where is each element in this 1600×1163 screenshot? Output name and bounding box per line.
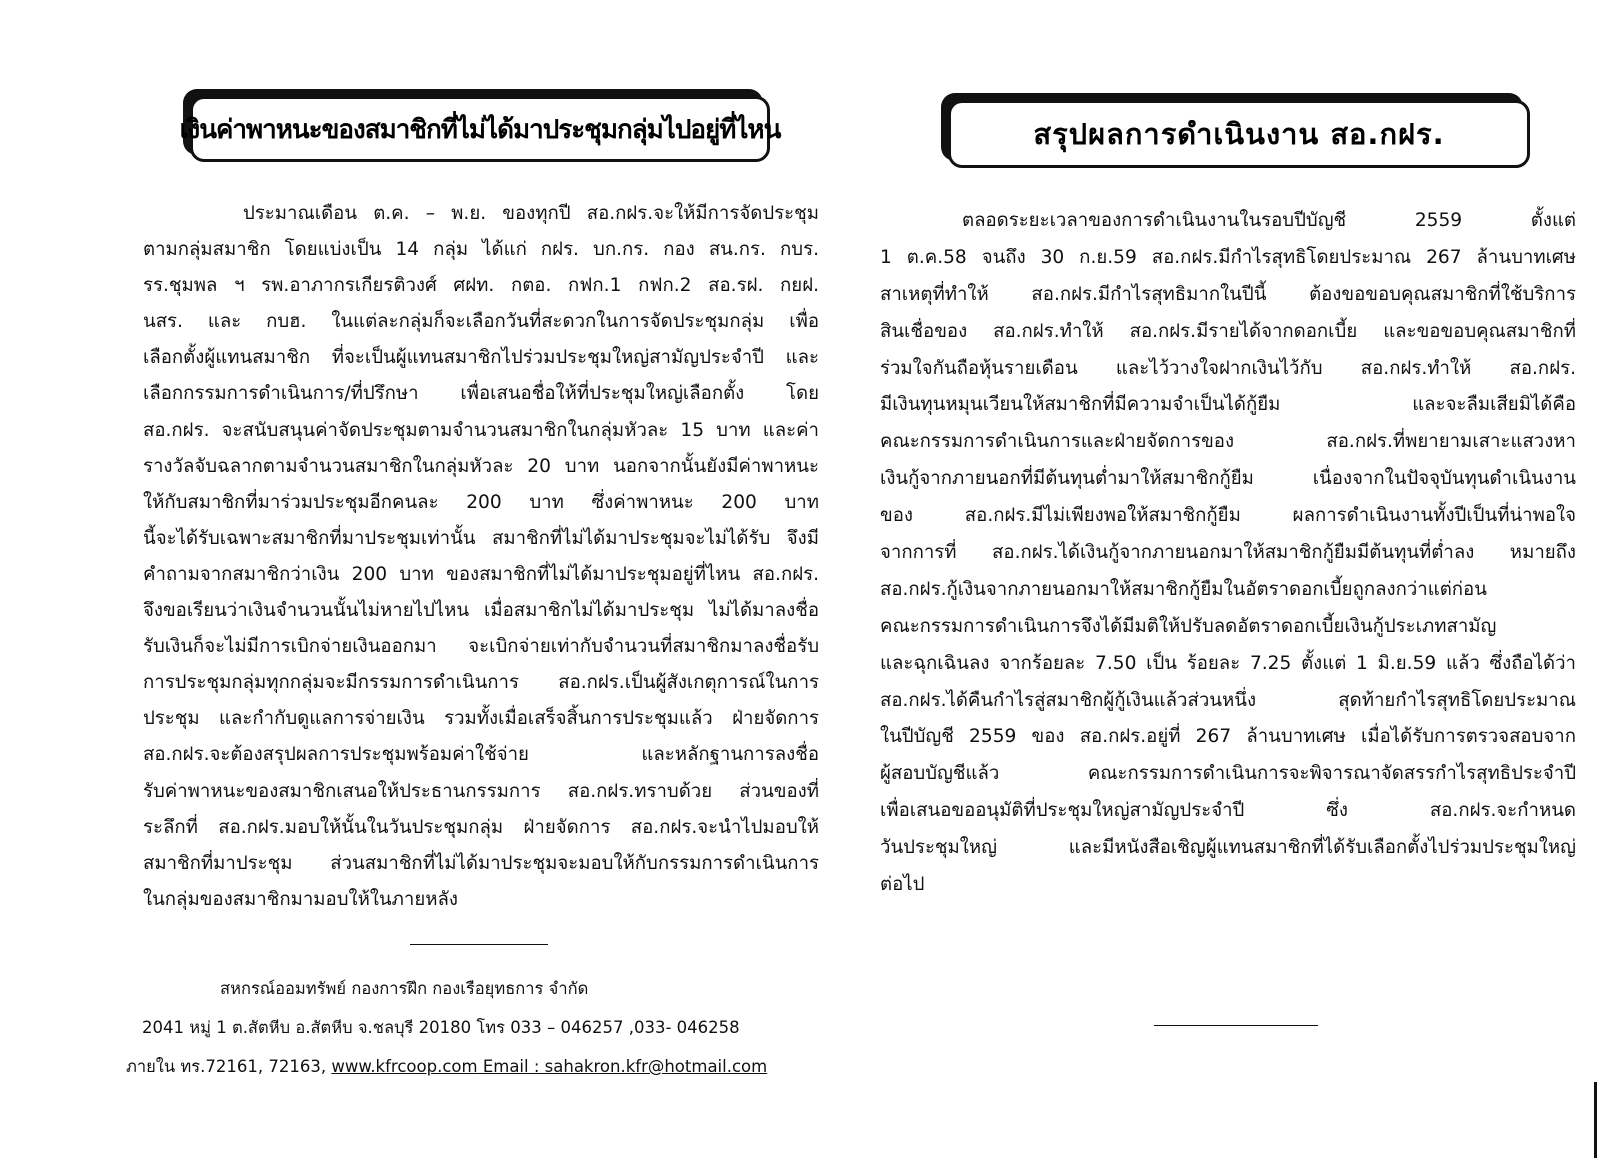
paragraph-line: ร่วมใจกันถือหุ้นรายเดือน และไว้วางใจฝากเงินไว้กับ สอ.กฝร.ทำให้ สอ.กฝร. bbox=[880, 357, 1576, 379]
paragraph-line: คำถามจากสมาชิกว่าเงิน 200 บาท ของสมาชิกที่ไม่ได้มาประชุมอยู่ที่ไหน สอ.กฝร. bbox=[143, 563, 819, 585]
paragraph-line: ให้กับสมาชิกที่มาร่วมประชุมอีกคนละ 200 บาท ซึ่งค่าพาหนะ 200 บาท bbox=[143, 491, 819, 513]
paragraph-line: ตลอดระยะเวลาของการดำเนินงานในรอบปีบัญชี 2559 ตั้งแต่ bbox=[962, 210, 1576, 231]
paragraph-line: สินเชื่อของ สอ.กฝร.ทำให้ สอ.กฝร.มีรายได้จากดอกเบี้ย และขอขอบคุณสมาชิกที่ bbox=[880, 320, 1576, 342]
paragraph-line: ระลึกที่ สอ.กฝร.มอบให้นั้นในวันประชุมกลุ่ม ฝ่ายจัดการ สอ.กฝร.จะนำไปมอบให้ bbox=[143, 816, 819, 838]
section-divider bbox=[410, 944, 548, 945]
paragraph-line: และฉุกเฉินลง จากร้อยละ 7.50 เป็น ร้อยละ 7.25 ตั้งแต่ 1 มิ.ย.59 แล้ว ซึ่งถือได้ว่า bbox=[880, 652, 1576, 674]
email-link[interactable]: Email : sahakron.kfr@hotmail.com bbox=[477, 1057, 768, 1076]
paragraph-line: 1 ต.ค.58 จนถึง 30 ก.ย.59 สอ.กฝร.มีกำไรสุทธิโดยประมาณ 267 ล้านบาทเศษ bbox=[880, 246, 1576, 268]
paragraph-line: ของ สอ.กฝร.มีไม่เพียงพอให้สมาชิกกู้ยืม ผลการดำเนินงานทั้งปีเป็นที่น่าพอใจ bbox=[880, 505, 1576, 527]
paragraph-line: สอ.กฝร.ได้คืนกำไรสู่สมาชิกผู้กู้เงินแล้วส่วนหนึ่ง สุดท้ายกำไรสุทธิโดยประมาณ bbox=[880, 689, 1576, 711]
paragraph-line: นสร. และ กบฮ. ในแต่ละกลุ่มก็จะเลือกวันที่สะดวกในการจัดประชุมกลุ่ม เพื่อ bbox=[143, 311, 819, 333]
paragraph-line: รับค่าพาหนะของสมาชิกเสนอให้ประธานกรรมการ สอ.กฝร.ทราบด้วย ส่วนของที่ bbox=[143, 780, 819, 802]
paragraph-line: นี้จะได้รับเฉพาะสมาชิกที่มาประชุมเท่านั้น สมาชิกที่ไม่ได้มาประชุมจะไม่ได้รับ จึงมี bbox=[143, 527, 819, 549]
paragraph-line: จึงขอเรียนว่าเงินจำนวนนั้นไม่หายไปไหน เมื่อสมาชิกไม่ได้มาประชุม ไม่ได้มาลงชื่อ bbox=[143, 600, 819, 622]
paragraph-line: ประมาณเดือน ต.ค. – พ.ย. ของทุกปี สอ.กฝร.จะให้มีการจัดประชุม bbox=[243, 203, 819, 224]
paragraph-line: สอ.กฝร.กู้เงินจากภายนอกมาให้สมาชิกกู้ยืมในอัตราดอกเบี้ยถูกลงกว่าแต่ก่อน bbox=[880, 578, 1487, 600]
paragraph-line: วันประชุมใหญ่ และมีหนังสือเชิญผู้แทนสมาชิกที่ได้รับเลือกตั้งไปร่วมประชุมใหญ่ bbox=[880, 837, 1576, 859]
paragraph-line: สอ.กฝร.จะต้องสรุปผลการประชุมพร้อมค่าใช้จ่าย และหลักฐานการลงชื่อ bbox=[143, 744, 819, 766]
paragraph-line: รับเงินก็จะไม่มีการเบิกจ่ายเงินออกมา จะเบิกจ่ายเท่ากับจำนวนที่สมาชิกมาลงชื่อรับ bbox=[143, 636, 819, 658]
paragraph-line: สมาชิกที่มาประชุม ส่วนสมาชิกที่ไม่ได้มาประชุมจะมอบให้กับกรรมการดำเนินการ bbox=[143, 852, 819, 874]
organization-address: 2041 หมู่ 1 ต.สัตหีบ อ.สัตหีบ จ.ชลบุรี 20180 โทร 033 – 046257 ,033- 046258 bbox=[142, 1018, 740, 1037]
paragraph-line: สอ.กฝร. จะสนับสนุนค่าจัดประชุมตามจำนวนสมาชิกในกลุ่มหัวละ 15 บาท และค่า bbox=[143, 419, 819, 441]
paragraph-line: ประชุม และกำกับดูแลการจ่ายเงิน รวมทั้งเมื่อเสร็จสิ้นการประชุมแล้ว ฝ่ายจัดการ bbox=[143, 708, 819, 730]
paragraph-line: ในปีบัญชี 2559 ของ สอ.กฝร.อยู่ที่ 267 ล้านบาทเศษ เมื่อได้รับการตรวจสอบจาก bbox=[880, 726, 1576, 748]
contact-line bbox=[126, 1054, 767, 1080]
left-article-body bbox=[143, 196, 819, 918]
paragraph-line: ในกลุ่มของสมาชิกมามอบให้ในภายหลัง bbox=[143, 888, 458, 910]
paragraph-line: คณะกรรมการดำเนินการและฝ่ายจัดการของ สอ.กฝร.ที่พยายามเสาะแสวงหา bbox=[880, 431, 1576, 453]
paragraph-line: เพื่อเสนอขออนุมัติที่ประชุมใหญ่สามัญประจำปี ซึ่ง สอ.กฝร.จะกำหนด bbox=[880, 800, 1576, 822]
left-article-title: เงินค่าพาหนะของสมาชิกที่ไม่ได้มาประชุมกลุ่มไปอยู่ที่ไหน bbox=[190, 96, 770, 162]
paragraph-line: ต่อไป bbox=[880, 874, 925, 896]
scan-edge-mark bbox=[1594, 1082, 1597, 1158]
paragraph-line: รางวัลจับฉลากตามจำนวนสมาชิกในกลุ่มหัวละ 20 บาท นอกจากนั้นยังมีค่าพาหนะ bbox=[143, 455, 819, 477]
right-article-title: สรุปผลการดำเนินงาน สอ.กฝร. bbox=[948, 100, 1530, 168]
paragraph-line: สาเหตุที่ทำให้ สอ.กฝร.มีกำไรสุทธิมากในปีนี้ ต้องขอขอบคุณสมาชิกที่ใช้บริการ bbox=[880, 283, 1576, 305]
website-link[interactable]: www.kfrcoop.com bbox=[331, 1057, 478, 1076]
paragraph-line: เงินกู้จากภายนอกที่มีต้นทุนต่ำมาให้สมาชิกกู้ยืม เนื่องจากในปัจจุบันทุนดำเนินงาน bbox=[880, 468, 1576, 490]
paragraph-line: เลือกกรรมการดำเนินการ/ที่ปรึกษา เพื่อเสนอชื่อให้ที่ประชุมใหญ่เลือกตั้ง โดย bbox=[143, 383, 819, 405]
paragraph-line: ตามกลุ่มสมาชิก โดยแบ่งเป็น 14 กลุ่ม ได้แก่ กฝร. บก.กร. กอง สน.กร. กบร. bbox=[143, 239, 819, 261]
right-page bbox=[800, 0, 1600, 1163]
paragraph-line: เลือกตั้งผู้แทนสมาชิก ที่จะเป็นผู้แทนสมาชิกไปร่วมประชุมใหญ่สามัญประจำปี และ bbox=[143, 347, 819, 369]
paragraph-line: รร.ชุมพล ฯ รพ.อาภากรเกียรติวงศ์ ศฝท. กตอ. กฟก.1 กฟก.2 สอ.รฝ. กยฝ. bbox=[143, 275, 819, 297]
internal-phone: ภายใน ทร.72161, 72163, bbox=[126, 1057, 332, 1076]
paragraph-line: การประชุมกลุ่มทุกกลุ่มจะมีกรรมการดำเนินการ สอ.กฝร.เป็นผู้สังเกตุการณ์ในการ bbox=[143, 672, 819, 694]
right-article-body bbox=[880, 203, 1576, 904]
organization-name: สหกรณ์ออมทรัพย์ กองการฝึก กองเรือยุทธการ จำกัด bbox=[220, 979, 589, 998]
paragraph-line: คณะกรรมการดำเนินการจึงได้มีมติให้ปรับลดอัตราดอกเบี้ยเงินกู้ประเภทสามัญ bbox=[880, 615, 1497, 637]
paragraph-line: จากการที่ สอ.กฝร.ได้เงินกู้จากภายนอกมาให้สมาชิกกู้ยืมมีต้นทุนที่ต่ำลง หมายถึง bbox=[880, 542, 1576, 564]
paragraph-line: ผู้สอบบัญชีแล้ว คณะกรรมการดำเนินการจะพิจารณาจัดสรรกำไรสุทธิประจำปี bbox=[880, 763, 1576, 785]
paragraph-line: มีเงินทุนหมุนเวียนให้สมาชิกที่มีความจำเป็นได้กู้ยืม และจะลืมเสียมิได้คือ bbox=[880, 394, 1576, 416]
section-divider bbox=[1154, 1025, 1318, 1026]
